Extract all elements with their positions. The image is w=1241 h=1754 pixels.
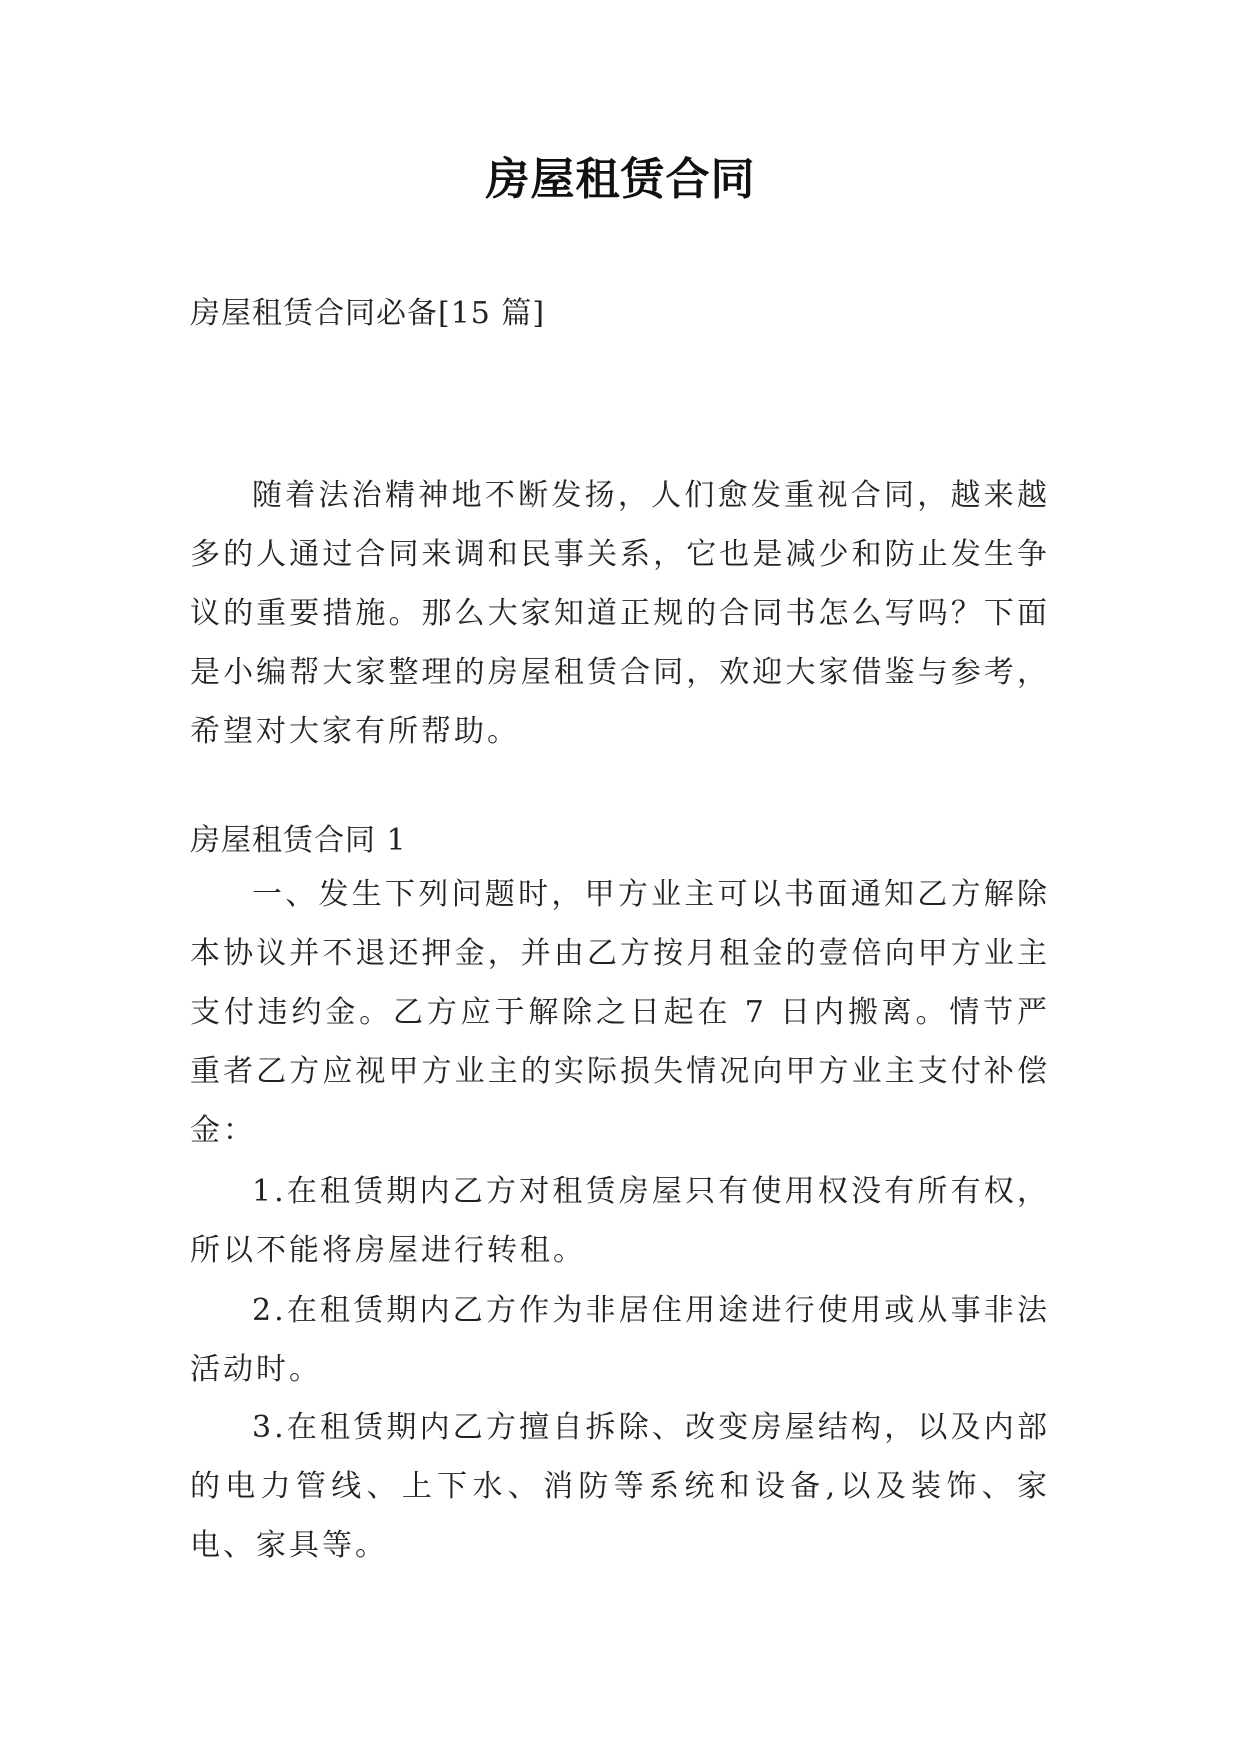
document-subtitle: 房屋租赁合同必备[15 篇] <box>190 296 546 331</box>
clause-item-2: 2.在租赁期内乙方作为非居住用途进行使用或从事非法活动时。 <box>190 1293 1050 1387</box>
document-title: 房屋租赁合同 <box>485 154 756 205</box>
clause-item-1: 1.在租赁期内乙方对租赁房屋只有使用权没有所有权，所以不能将房屋进行转租。 <box>190 1174 1050 1268</box>
clause-item-3: 3.在租赁期内乙方擅自拆除、改变房屋结构，以及内部的电力管线、上下水、消防等系统和设备,以及装饰、家电、家具等。 <box>190 1410 1050 1563</box>
section-heading: 房屋租赁合同 1 <box>190 823 407 858</box>
intro-paragraph: 随着法治精神地不断发扬，人们愈发重视合同，越来越多的人通过合同来调和民事关系，它也是减少和防止发生争议的重要措施。那么大家知道正规的合同书怎么写吗？下面是小编帮大家整理的房屋租赁合同，欢迎大家借鉴与参考，希望对大家有所帮助。 <box>190 478 1050 749</box>
clause-paragraph: 一、发生下列问题时，甲方业主可以书面通知乙方解除本协议并不退还押金，并由乙方按月租金的壹倍向甲方业主支付违约金。乙方应于解除之日起在 7 日内搬离。情节严重者乙方应视甲方业主的实际损失情况向甲方业主支付补偿金： <box>190 877 1050 1148</box>
